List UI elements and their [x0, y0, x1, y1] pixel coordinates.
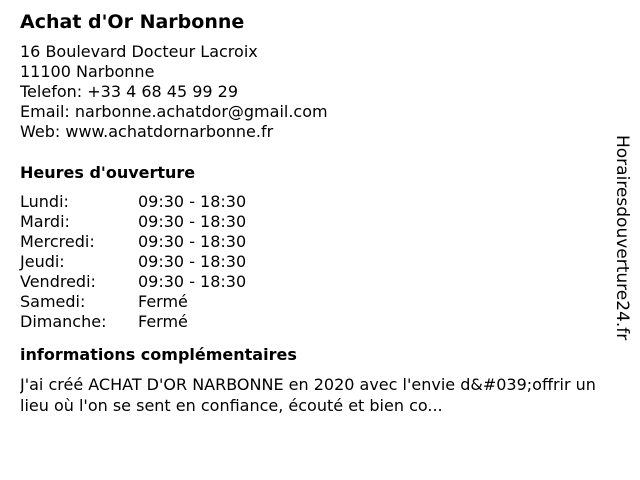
city-address: 11100 Narbonne: [20, 62, 155, 81]
time-value: 09:30 - 18:30: [138, 232, 247, 251]
time-value: 09:30 - 18:30: [138, 272, 247, 291]
info-heading: informations complémentaires: [20, 345, 297, 364]
day-label: Lundi:: [20, 192, 69, 211]
day-label: Vendredi:: [20, 272, 96, 291]
business-card: [20, 10, 610, 416]
time-value: 09:30 - 18:30: [138, 192, 247, 211]
day-label: Samedi:: [20, 292, 86, 311]
hours-row: [20, 312, 610, 332]
day-label: Mercredi:: [20, 232, 95, 251]
time-value: 09:30 - 18:30: [138, 212, 247, 231]
hours-row: [20, 232, 610, 252]
web-line: Web: www.achatdornarbonne.fr: [20, 122, 274, 141]
email-line: Email: narbonne.achatdor@gmail.com: [20, 102, 328, 121]
hours-row: [20, 252, 610, 272]
phone-line: Telefon: +33 4 68 45 99 29: [20, 82, 239, 101]
hours-row: [20, 272, 610, 292]
day-label: Dimanche:: [20, 312, 107, 331]
hours-row: [20, 292, 610, 312]
business-name: Achat d'Or Narbonne: [20, 11, 245, 33]
hours-table: [20, 192, 610, 332]
watermark-text: Horairesdouverture24.fr: [612, 135, 632, 341]
time-value: Fermé: [138, 312, 188, 331]
contact-block: [20, 42, 610, 142]
time-value: Fermé: [138, 292, 188, 311]
day-label: Jeudi:: [20, 252, 65, 271]
day-label: Mardi:: [20, 212, 70, 231]
hours-row: [20, 192, 610, 212]
hours-row: [20, 212, 610, 232]
time-value: 09:30 - 18:30: [138, 252, 247, 271]
hours-heading: Heures d'ouverture: [20, 163, 196, 182]
info-text: J'ai créé ACHAT D'OR NARBONNE en 2020 avec l'envie d&#039;offrir un lieu où l'on se sent en confiance, écouté et bien co...: [20, 375, 596, 415]
street-address: 16 Boulevard Docteur Lacroix: [20, 42, 258, 61]
